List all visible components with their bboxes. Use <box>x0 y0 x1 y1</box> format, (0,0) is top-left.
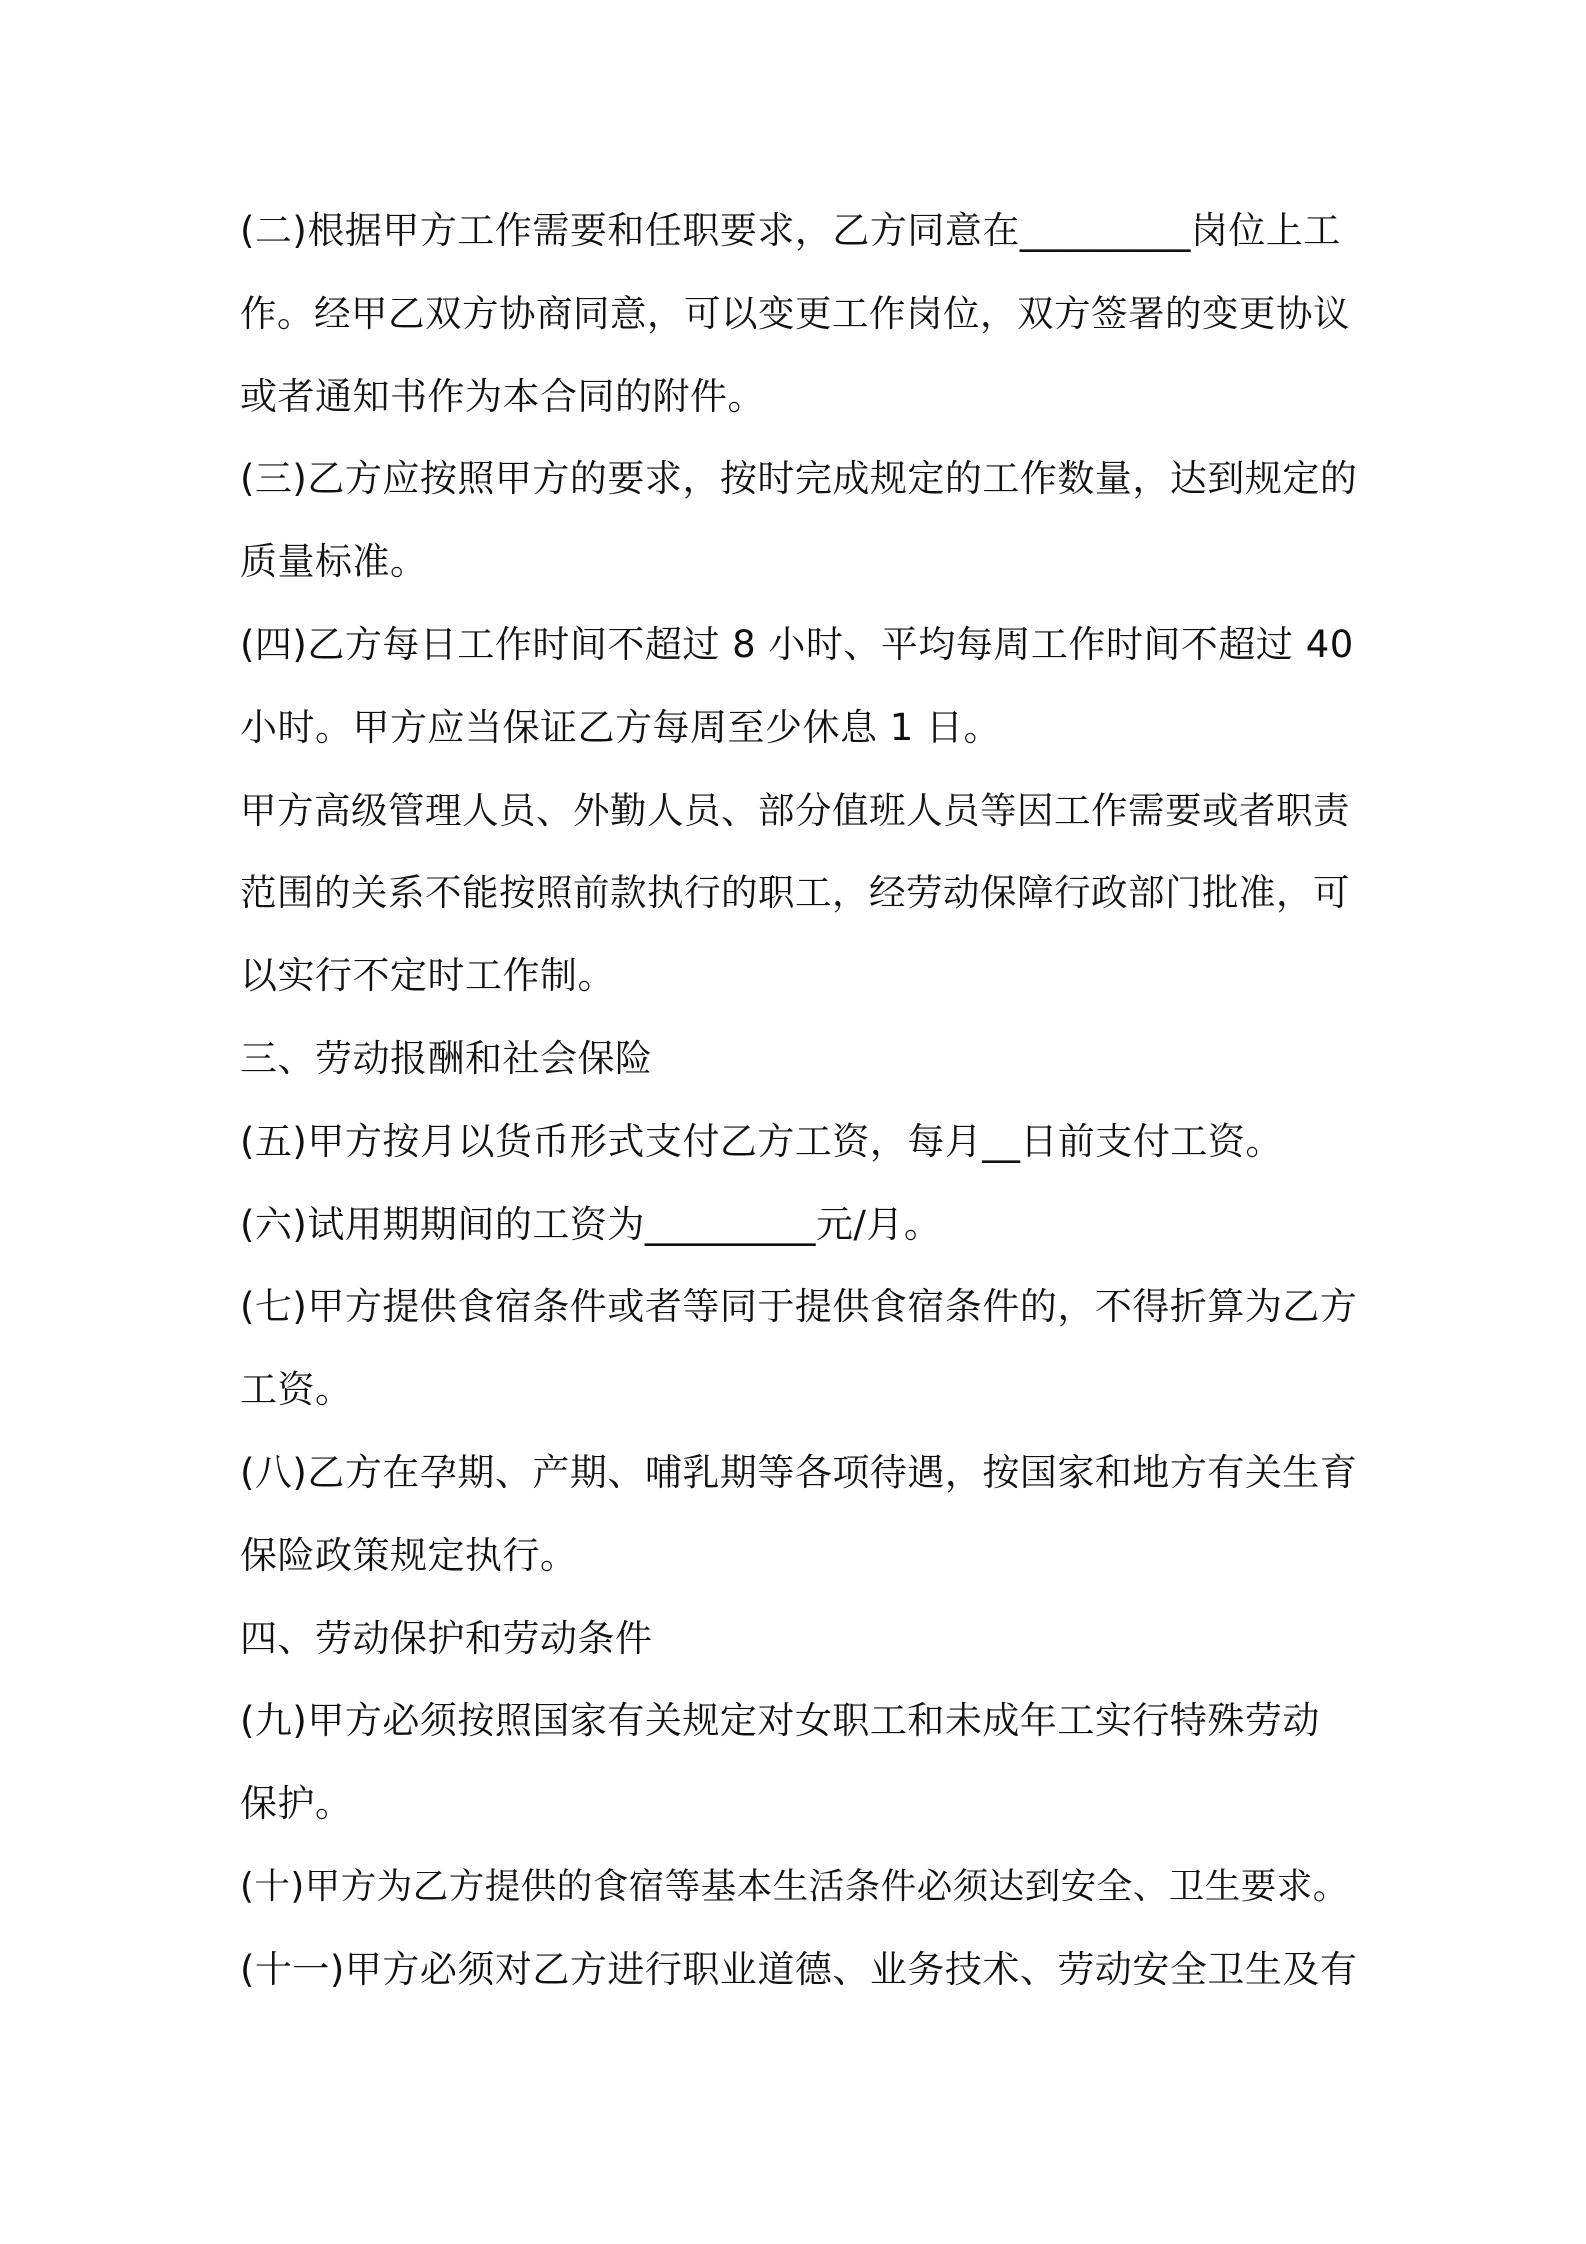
contract-text-body <box>240 198 1360 2020</box>
text-line-6: (四)乙方每日工作时间不超过 8 小时、平均每周工作时间不超过 40 <box>240 622 1354 666</box>
text-line-20: 保护。 <box>240 1782 353 1826</box>
text-line-17: 保险政策规定执行。 <box>240 1533 578 1577</box>
text-line-2: 作。经甲乙双方协商同意，可以变更工作岗位，双方签署的变更协议 <box>240 291 1350 335</box>
text-line-7: 小时。甲方应当保证乙方每周至少休息 1 日。 <box>240 705 1002 749</box>
text-line-16: (八)乙方在孕期、产期、哺乳期等各项待遇，按国家和地方有关生育 <box>240 1450 1358 1494</box>
section-heading-3: 三、劳动报酬和社会保险 <box>240 1036 653 1080</box>
text-line-12: (五)甲方按月以货币形式支付乙方工资，每月__日前支付工资。 <box>240 1119 1283 1163</box>
text-line-5: 质量标准。 <box>240 540 428 584</box>
text-line-10: 以实行不定时工作制。 <box>240 954 615 998</box>
text-line-19: (九)甲方必须按照国家有关规定对女职工和未成年工实行特殊劳动 <box>240 1699 1320 1743</box>
text-line-13: (六)试用期期间的工资为_________元/月。 <box>240 1202 942 1246</box>
text-line-15: 工资。 <box>240 1368 353 1412</box>
text-line-9: 范围的关系不能按照前款执行的职工，经劳动保障行政部门批准，可 <box>240 871 1350 915</box>
text-line-22: (十一)甲方必须对乙方进行职业道德、业务技术、劳动安全卫生及有 <box>240 1947 1358 1991</box>
text-line-21: (十)甲方为乙方提供的食宿等基本生活条件必须达到安全、卫生要求。 <box>240 1865 1349 1907</box>
text-line-3: 或者通知书作为本合同的附件。 <box>240 374 765 418</box>
text-line-14: (七)甲方提供食宿条件或者等同于提供食宿条件的，不得折算为乙方 <box>240 1285 1358 1329</box>
text-line-4: (三)乙方应按照甲方的要求，按时完成规定的工作数量，达到规定的 <box>240 457 1358 501</box>
section-heading-4: 四、劳动保护和劳动条件 <box>240 1616 653 1660</box>
text-line-1: (二)根据甲方工作需要和任职要求，乙方同意在_________岗位上工 <box>240 209 1341 252</box>
text-line-8: 甲方高级管理人员、外勤人员、部分值班人员等因工作需要或者职责 <box>240 788 1350 832</box>
